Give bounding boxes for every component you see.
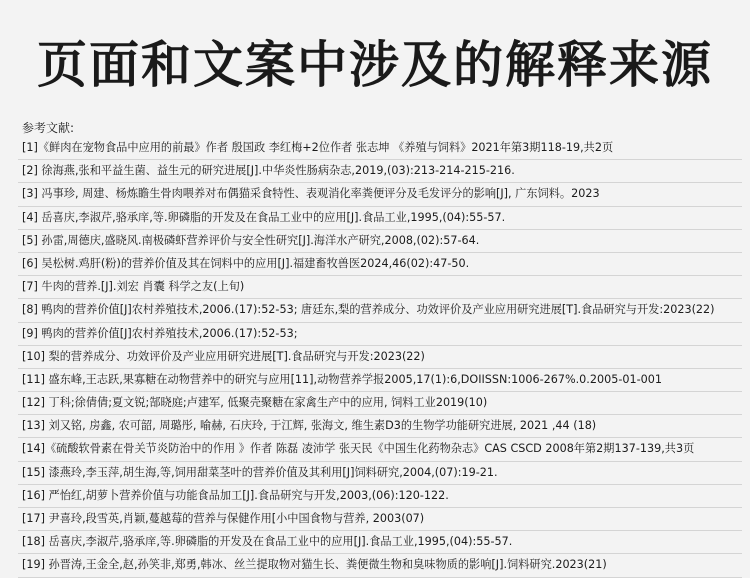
reference-item: [12] 丁科;徐倩倩;夏文锐;郜晓庭;卢建军, 低聚壳聚糖在家禽生产中的应用, 饲料工业2019(10)	[18, 392, 742, 415]
reference-item: [5] 孙雷,周德庆,盛晓风.南极磷虾营养评价与安全性研究[J].海洋水产研究,2008,(02):57-64.	[18, 230, 742, 253]
reference-item: [18] 岳喜庆,李淑芹,骆承庠,等.卵磷脂的开发及在食品工业中的应用[J].食品工业,1995,(04):55-57.	[18, 531, 742, 554]
reference-item: [17] 尹喜玲,段雪英,肖颖,蔓越莓的营养与保健作用[小中国食物与营养, 2003(07)	[18, 508, 742, 531]
reference-item: [6] 吴松树.鸡肝(粉)的营养价值及其在饲料中的应用[J].福建畜牧兽医2024,46(02):47-50.	[18, 253, 742, 276]
reference-item: [10] 梨的营养成分、功效评价及产业应用研究进展[T].食品研究与开发:2023(22)	[18, 346, 742, 369]
reference-item: [1]《鲜肉在宠物食品中应用的前最》作者 殷国政 李红梅+2位作者 张志坤 《养殖与饲料》2021年第3期118-19,共2页	[18, 137, 742, 160]
reference-item: [16] 严怡红,胡萝卜营养价值与功能食品加工[J].食品研究与开发,2003,(06):120-122.	[18, 485, 742, 508]
reference-item: [4] 岳喜庆,李淑芹,骆承庠,等.卵磷脂的开发及在食品工业中的应用[J].食品工业,1995,(04):55-57.	[18, 207, 742, 230]
reference-item: [11] 盛东峰,王志跃,果寡糖在动物营养中的研究与应用[11],动物营养学报2005,17(1):6,DOIISSN:1006-267%.0.2005-01-001	[18, 369, 742, 392]
reference-item: [9] 鸭肉的营养价值[J]农村养殖技术,2006.(17):52-53;	[18, 323, 742, 346]
reference-item: [13] 刘又铭, 房鑫, 农可韶, 周璐彤, 喻赫, 石庆玲, 于江辉, 张海文, 维生素D3的生物学功能研究进展, 2021 ,44 (18)	[18, 415, 742, 438]
reference-item: [7] 牛肉的营养.[J].刘宏 肖囊 科学之友(上旬)	[18, 276, 742, 299]
references-heading: 参考文献:	[22, 121, 75, 135]
reference-item: [3] 冯事珍, 周建、杨炼瞻生骨肉喂养对布偶猫采食特性、表观消化率粪便评分及毛发评分的影响[J], 广东饲料。2023	[18, 183, 742, 206]
reference-item: [15] 漆燕玲,李玉萍,胡生海,等,饲用甜菜茎叶的营养价值及其利用[J]饲料研究,2004,(07):19-21.	[18, 462, 742, 485]
reference-item: [8] 鸭肉的营养价值[J]农村养殖技术,2006.(17):52-53; 唐廷东,梨的营养成分、功效评价及产业应用研究进展[T].食品研究与开发:2023(22)	[18, 299, 742, 322]
reference-item: [14]《硫酸软骨素在骨关节炎防治中的作用 》作者 陈磊 凌沛学 张天民《中国生化药物杂志》CAS CSCD 2008年第2期137-139,共3页	[18, 438, 742, 461]
page-title: 页面和文案中涉及的解释来源	[37, 36, 713, 94]
reference-list	[18, 137, 742, 578]
reference-item: [2] 徐海燕,张和平益生菌、益生元的研究进展[J].中华炎性肠病杂志,2019,(03):213-214-215-216.	[18, 160, 742, 183]
reference-item: [19] 孙晋涛,王金全,赵,孙笑非,郑勇,韩冰、丝兰提取物对猫生长、粪便微生物和臭味物质的影响[J].饲料研究.2023(21)	[18, 554, 742, 577]
